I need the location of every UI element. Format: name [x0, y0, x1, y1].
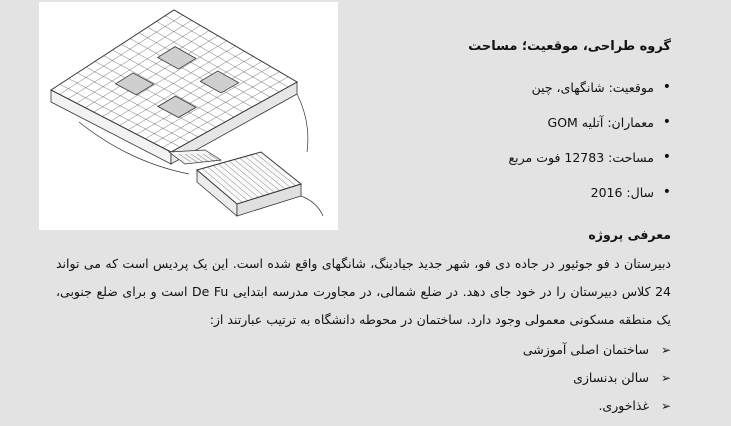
space-text: غذاخوری.: [598, 398, 649, 413]
project-introduction: [56, 226, 671, 420]
detail-text: معماران: آتلیه GOM: [547, 115, 654, 130]
detail-architects: [341, 105, 671, 140]
project-info-heading: گروه طراحی، موقعیت؛ مساحت: [468, 39, 671, 54]
detail-text: سال: 2016: [590, 185, 654, 200]
detail-text: موقعیت: شانگهای، چین: [531, 80, 654, 95]
detail-text: مساحت: 12783 فوت مربع: [508, 150, 654, 165]
detail-location: [341, 70, 671, 105]
bullet-icon: •: [662, 184, 671, 200]
landscape-curve: [297, 94, 308, 152]
detail-year: [341, 175, 671, 210]
landscape-curve: [301, 196, 323, 216]
arrow-bullet-icon: ➢: [660, 343, 671, 357]
arrow-bullet-icon: ➢: [660, 371, 671, 385]
space-cafeteria: [56, 392, 671, 420]
campus-spaces-list: [56, 336, 671, 420]
arrow-bullet-icon: ➢: [660, 399, 671, 413]
space-gymnasium: [56, 364, 671, 392]
intro-heading: معرفی پروژه: [588, 227, 671, 242]
project-info: [341, 38, 671, 210]
campus-axonometric-image: [39, 2, 338, 230]
project-details-list: [341, 70, 671, 210]
bullet-icon: •: [662, 79, 671, 95]
detail-area: [341, 140, 671, 175]
space-main-building: [56, 336, 671, 364]
intro-paragraph: دبیرستان د فو جوئیور در جاده دی فو، شهر جدید جیادینگ، شانگهای واقع شده است. این یک پردیس است که می تواند 24 کلاس دبیرستان را در خود جای دهد. در ضلع شمالی، در مجاورت مدرسه ابتدایی De Fu است و برای ضلع جنوبی، یک منطقه مسکونی معمولی وجود دارد. ساختمان در محوطه دانشگاه به ترتیب عبارتند از:: [56, 256, 671, 327]
axonometric-drawing: [39, 2, 338, 230]
space-text: سالن بدنسازی: [573, 370, 649, 385]
bullet-icon: •: [662, 114, 671, 130]
bullet-icon: •: [662, 149, 671, 165]
space-text: ساختمان اصلی آموزشی: [522, 342, 649, 357]
